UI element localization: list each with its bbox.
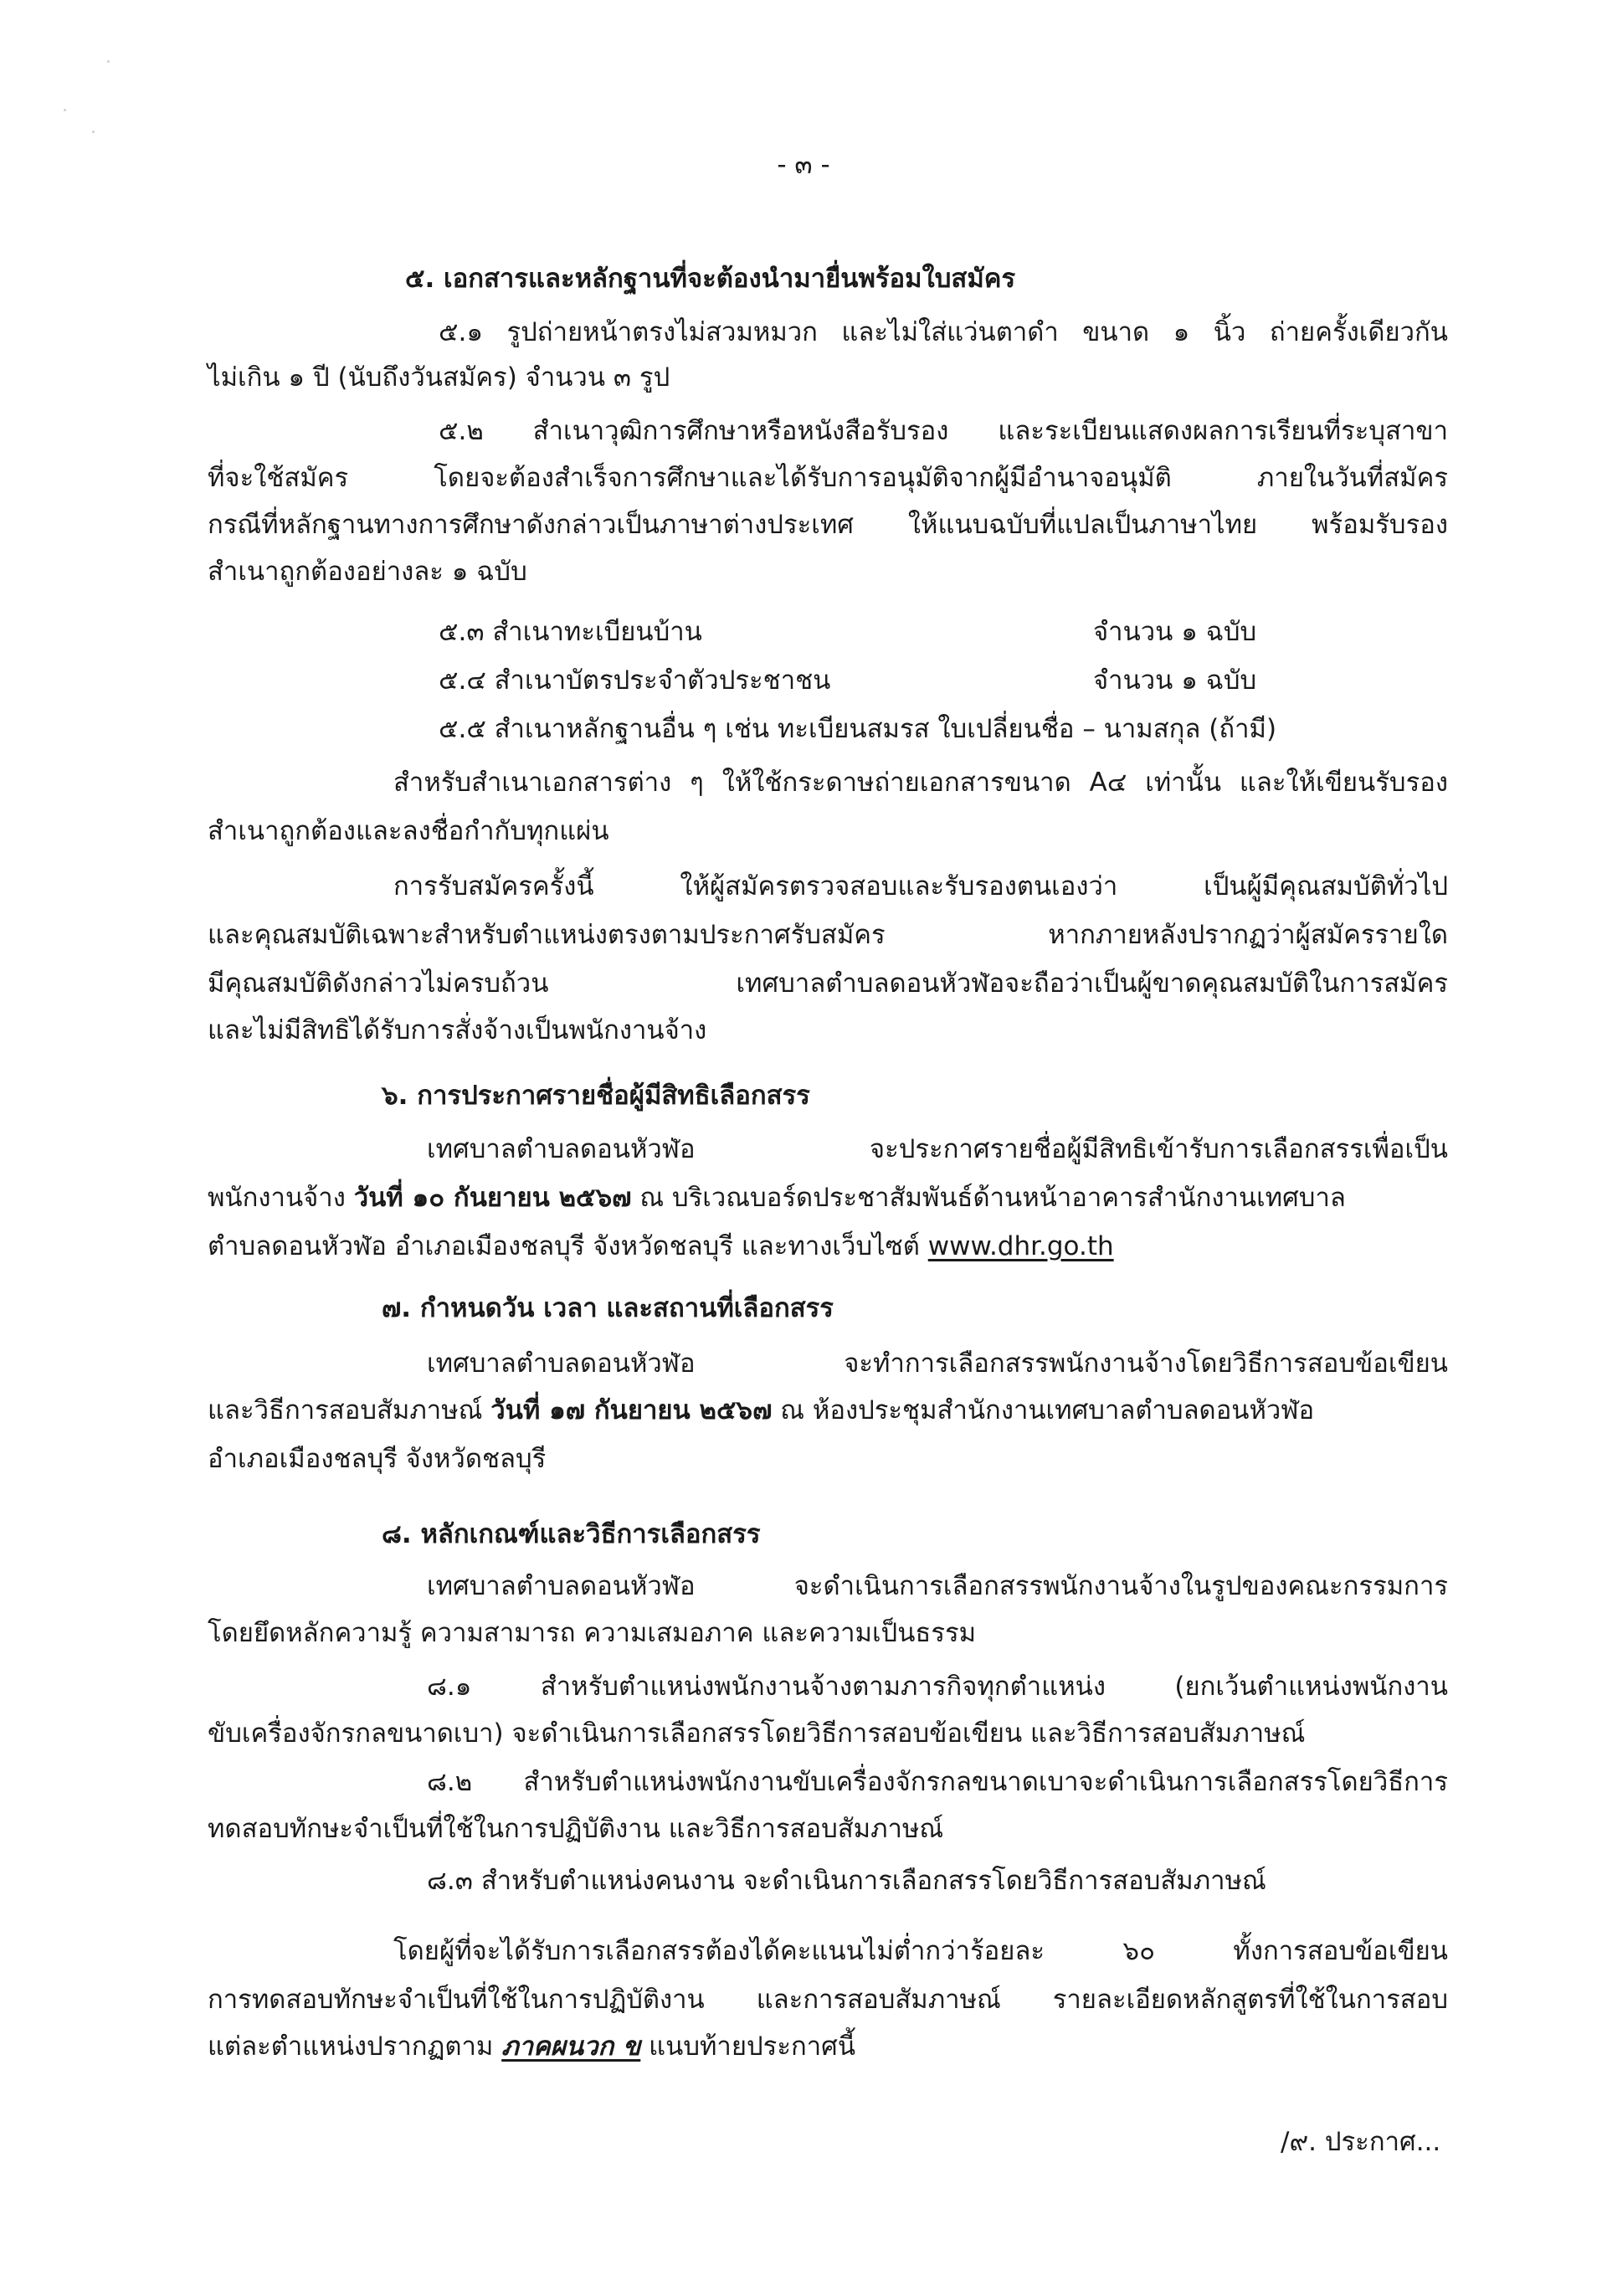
item-5-2-line-3: กรณีที่หลักฐานทางการศึกษาดังกล่าวเป็นภาษาต่างประเทศ ให้แนบฉบับที่แปลเป็นภาษาไทย พร้อมรับรอง [208, 510, 1448, 540]
section-8-line-1: เทศบาลตำบลดอนหัวฬ่อ จะดำเนินการเลือกสรรพนักงานจ้างในรูปของคณะกรรมการ [427, 1571, 1448, 1601]
item-8-1-line-1: ๘.๑ สำหรับตำแหน่งพนักงานจ้างตามภารกิจทุกตำแหน่ง (ยกเว้นตำแหน่งพนักงาน [427, 1672, 1448, 1702]
section-7-line-1: เทศบาลตำบลดอนหัวฬ่อ จะทำการเลือกสรรพนักงานจ้างโดยวิธีการสอบข้อเขียน [427, 1348, 1448, 1379]
criteria-line-1: โดยผู้ที่จะได้รับการเลือกสรรต้องได้คะแนนไม่ต่ำกว่าร้อยละ ๖๐ ทั้งการสอบข้อเขียน [393, 1936, 1448, 1966]
section-7-line-3: อำเภอเมืองชลบุรี จังหวัดชลบุรี [208, 1444, 547, 1474]
certify-line-4: และไม่มีสิทธิได้รับการสั่งจ้างเป็นพนักงานจ้าง [208, 1015, 707, 1045]
section-6-line-2: พนักงานจ้าง วันที่ ๑๐ กันยายน ๒๕๖๗ ณ บริเวณบอร์ดประชาสัมพันธ์ด้านหน้าอาคารสำนักงานเทศบาล [208, 1183, 1346, 1213]
section-6-line-1: เทศบาลตำบลดอนหัวฬ่อ จะประกาศรายชื่อผู้มีสิทธิเข้ารับการเลือกสรรเพื่อเป็น [427, 1134, 1448, 1164]
scan-specks [59, 50, 159, 151]
item-5-3-label: ๕.๓ สำเนาทะเบียนบ้าน [439, 617, 702, 647]
page-number: - ๓ - [777, 150, 830, 180]
certify-line-2: และคุณสมบัติเฉพาะสำหรับตำแหน่งตรงตามประกาศรับสมัคร หากภายหลังปรากฏว่าผู้สมัครรายใด [208, 920, 1448, 950]
item-8-2-line-2: ทดสอบทักษะจำเป็นที่ใช้ในการปฏิบัติงาน และวิธีการสอบสัมภาษณ์ [208, 1814, 944, 1844]
section-5-heading: ๕. เอกสารและหลักฐานที่จะต้องนำมายื่นพร้อมใบสมัคร [405, 264, 1016, 294]
criteria-line-2: การทดสอบทักษะจำเป็นที่ใช้ในการปฏิบัติงาน และการสอบสัมภาษณ์ รายละเอียดหลักสูตรที่ใช้ในการสอบ [208, 1985, 1448, 2015]
section-6-line-3: ตำบลดอนหัวฬ่อ อำเภอเมืองชลบุรี จังหวัดชลบุรี และทางเว็บไซต์ www.dhr.go.th [208, 1231, 1114, 1261]
item-5-1-line-2: ไม่เกิน ๑ ปี (นับถึงวันสมัคร) จำนวน ๓ รูป [208, 362, 670, 393]
certify-line-3: มีคุณสมบัติดังกล่าวไม่ครบถ้วน เทศบาลตำบลดอนหัวฬ่อจะถือว่าเป็นผู้ขาดคุณสมบัติในการสมัคร [208, 968, 1448, 999]
item-5-2-line-1: ๕.๒ สำเนาวุฒิการศึกษาหรือหนังสือรับรอง และระเบียนแสดงผลการเรียนที่ระบุสาขา [439, 416, 1448, 446]
section-8-heading: ๘. หลักเกณฑ์และวิธีการเลือกสรร [382, 1519, 761, 1549]
section-8-line-2: โดยยึดหลักความรู้ ความสามารถ ความเสมอภาค และความเป็นธรรม [208, 1618, 977, 1648]
item-5-5: ๕.๕ สำเนาหลักฐานอื่น ๆ เช่น ทะเบียนสมรส ใบเปลี่ยนชื่อ – นามสกุล (ถ้ามี) [439, 714, 1277, 744]
item-5-4-quantity: จำนวน ๑ ฉบับ [1093, 665, 1257, 696]
item-5-1-line-1: ๕.๑ รูปถ่ายหน้าตรงไม่สวมหมวก และไม่ใส่แว่นตาดำ ขนาด ๑ นิ้ว ถ่ายครั้งเดียวกัน [439, 317, 1448, 347]
continued-marker: /๙. ประกาศ... [1281, 2127, 1441, 2157]
copy-note-line-1: สำหรับสำเนาเอกสารต่าง ๆ ให้ใช้กระดาษถ่ายเอกสารขนาด A๔ เท่านั้น และให้เขียนรับรอง [393, 768, 1448, 798]
section-6-heading: ๖. การประกาศรายชื่อผู้มีสิทธิเลือกสรร [382, 1081, 810, 1111]
criteria-line-3: แต่ละตำแหน่งปรากฏตาม ภาคผนวก ข แนบท้ายประกาศนี้ [208, 2031, 856, 2062]
announce-date: วันที่ ๑๐ กันยายน ๒๕๖๗ [353, 1183, 632, 1213]
item-5-3-quantity: จำนวน ๑ ฉบับ [1093, 617, 1257, 647]
appendix-reference: ภาคผนวก ข [501, 2031, 641, 2062]
item-5-4-label: ๕.๔ สำเนาบัตรประจำตัวประชาชน [439, 665, 831, 696]
section-7-line-2: และวิธีการสอบสัมภาษณ์ วันที่ ๑๗ กันยายน ๒๕๖๗ ณ ห้องประชุมสำนักงานเทศบาลตำบลดอนหัวฬ่อ [208, 1395, 1315, 1425]
item-8-3: ๘.๓ สำหรับตำแหน่งคนงาน จะดำเนินการเลือกสรรโดยวิธีการสอบสัมภาษณ์ [427, 1866, 1266, 1896]
item-8-1-line-2: ขับเครื่องจักรกลขนาดเบา) จะดำเนินการเลือกสรรโดยวิธีการสอบข้อเขียน และวิธีการสอบสัมภาษณ์ [208, 1718, 1306, 1749]
item-8-2-line-1: ๘.๒ สำหรับตำแหน่งพนักงานขับเครื่องจักรกลขนาดเบาจะดำเนินการเลือกสรรโดยวิธีการ [427, 1767, 1448, 1797]
website-link[interactable]: www.dhr.go.th [927, 1231, 1114, 1261]
copy-note-line-2: สำเนาถูกต้องและลงชื่อกำกับทุกแผ่น [208, 816, 609, 846]
selection-date: วันที่ ๑๗ กันยายน ๒๕๖๗ [490, 1395, 773, 1425]
item-5-2-line-2: ที่จะใช้สมัคร โดยจะต้องสำเร็จการศึกษาและได้รับการอนุมัติจากผู้มีอำนาจอนุมัติ ภายในวันที่สมัคร [208, 463, 1448, 493]
item-5-2-line-4: สำเนาถูกต้องอย่างละ ๑ ฉบับ [208, 557, 527, 587]
section-7-heading: ๗. กำหนดวัน เวลา และสถานที่เลือกสรร [382, 1293, 834, 1323]
certify-line-1: การรับสมัครครั้งนี้ ให้ผู้สมัครตรวจสอบและรับรองตนเองว่า เป็นผู้มีคุณสมบัติทั่วไป [393, 871, 1448, 901]
